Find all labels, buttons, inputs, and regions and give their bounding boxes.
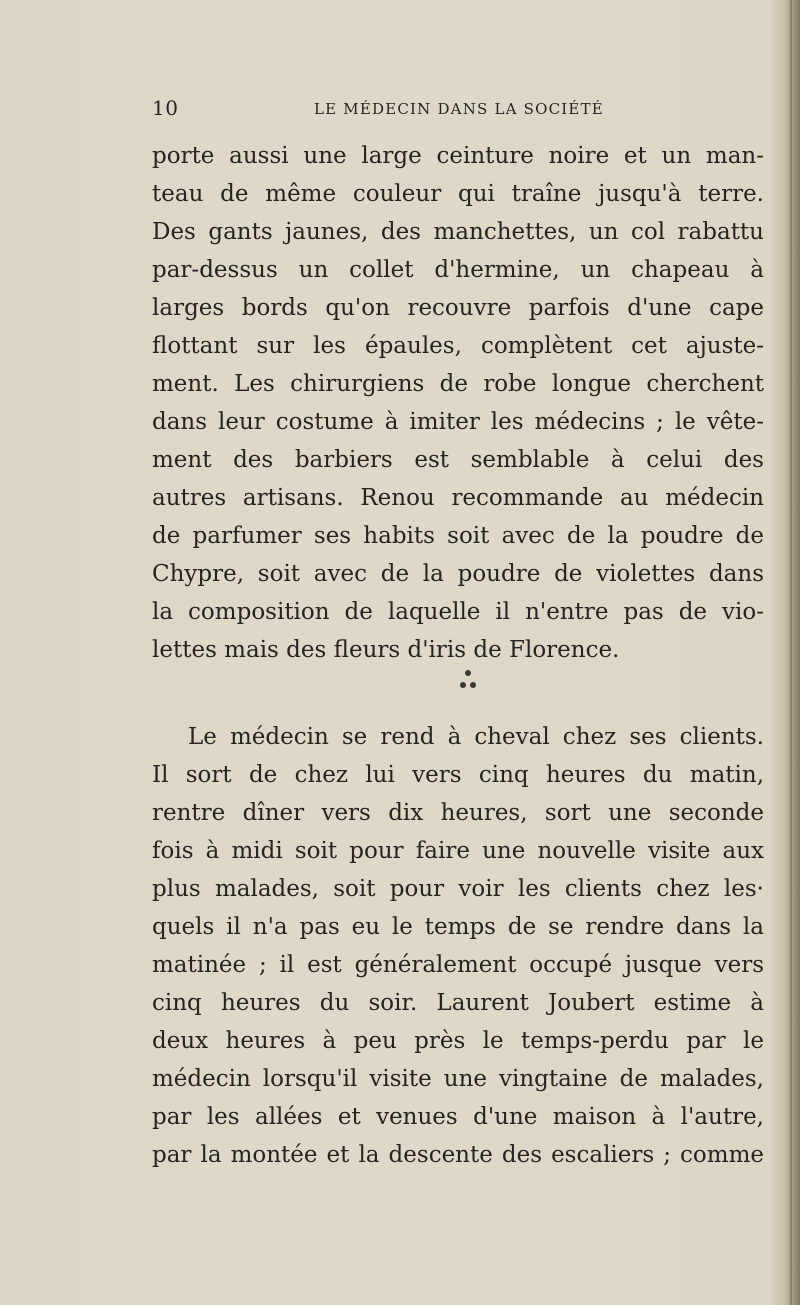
- text-line: deux heures à peu près le temps-perdu par le: [152, 1028, 764, 1054]
- paragraph-2: [152, 718, 764, 1174]
- text-line: quels il n'a pas eu le temps de se rendre dans la: [152, 914, 764, 940]
- text-line: matinée ; il est généralement occupé jusque vers: [152, 952, 764, 978]
- text-line: rentre dîner vers dix heures, sort une seconde: [152, 800, 764, 826]
- page-number: 10: [152, 96, 179, 120]
- text-line: Le médecin se rend à cheval chez ses clients.: [188, 724, 764, 750]
- text-line: ment des barbiers est semblable à celui des: [152, 447, 764, 473]
- text-line: larges bords qu'on recouvre parfois d'une cape: [152, 295, 764, 321]
- text-line: plus malades, soit pour voir les clients chez les·: [152, 876, 764, 902]
- text-line: par les allées et venues d'une maison à l'autre,: [152, 1104, 764, 1130]
- text-line: teau de même couleur qui traîne jusqu'à terre.: [152, 181, 764, 207]
- asterism-ornament: [450, 667, 490, 703]
- text-line: Il sort de chez lui vers cinq heures du matin,: [152, 762, 764, 788]
- running-head: LE MÉDECIN DANS LA SOCIÉTÉ: [314, 100, 604, 118]
- page-header: [0, 96, 800, 126]
- gutter-shadow-line: [790, 0, 792, 1305]
- text-line: médecin lorsqu'il visite une vingtaine de malades,: [152, 1066, 764, 1092]
- text-line: flottant sur les épaules, complètent cet ajuste-: [152, 333, 764, 359]
- text-line: la composition de laquelle il n'entre pas de vio-: [152, 599, 764, 625]
- asterism-dot: [460, 682, 466, 688]
- asterism-dot: [465, 670, 471, 676]
- page-gutter: [772, 0, 800, 1305]
- text-line: Chypre, soit avec de la poudre de violettes dans: [152, 561, 764, 587]
- text-line: de parfumer ses habits soit avec de la poudre de: [152, 523, 764, 549]
- paragraph-1: [152, 137, 764, 669]
- text-line: porte aussi une large ceinture noire et un man-: [152, 143, 764, 169]
- text-line: autres artisans. Renou recommande au médecin: [152, 485, 764, 511]
- text-line: dans leur costume à imiter les médecins ; le vête-: [152, 409, 764, 435]
- text-line: par la montée et la descente des escaliers ; comme: [152, 1142, 764, 1168]
- asterism-dot: [470, 682, 476, 688]
- text-line: lettes mais des fleurs d'iris de Florence.: [152, 637, 620, 663]
- text-line: Des gants jaunes, des manchettes, un col rabattu: [152, 219, 764, 245]
- text-line: fois à midi soit pour faire une nouvelle visite aux: [152, 838, 764, 864]
- text-line: par-dessus un collet d'hermine, un chapeau à: [152, 257, 764, 283]
- text-line: ment. Les chirurgiens de robe longue cherchent: [152, 371, 764, 397]
- text-line: cinq heures du soir. Laurent Joubert estime à: [152, 990, 764, 1016]
